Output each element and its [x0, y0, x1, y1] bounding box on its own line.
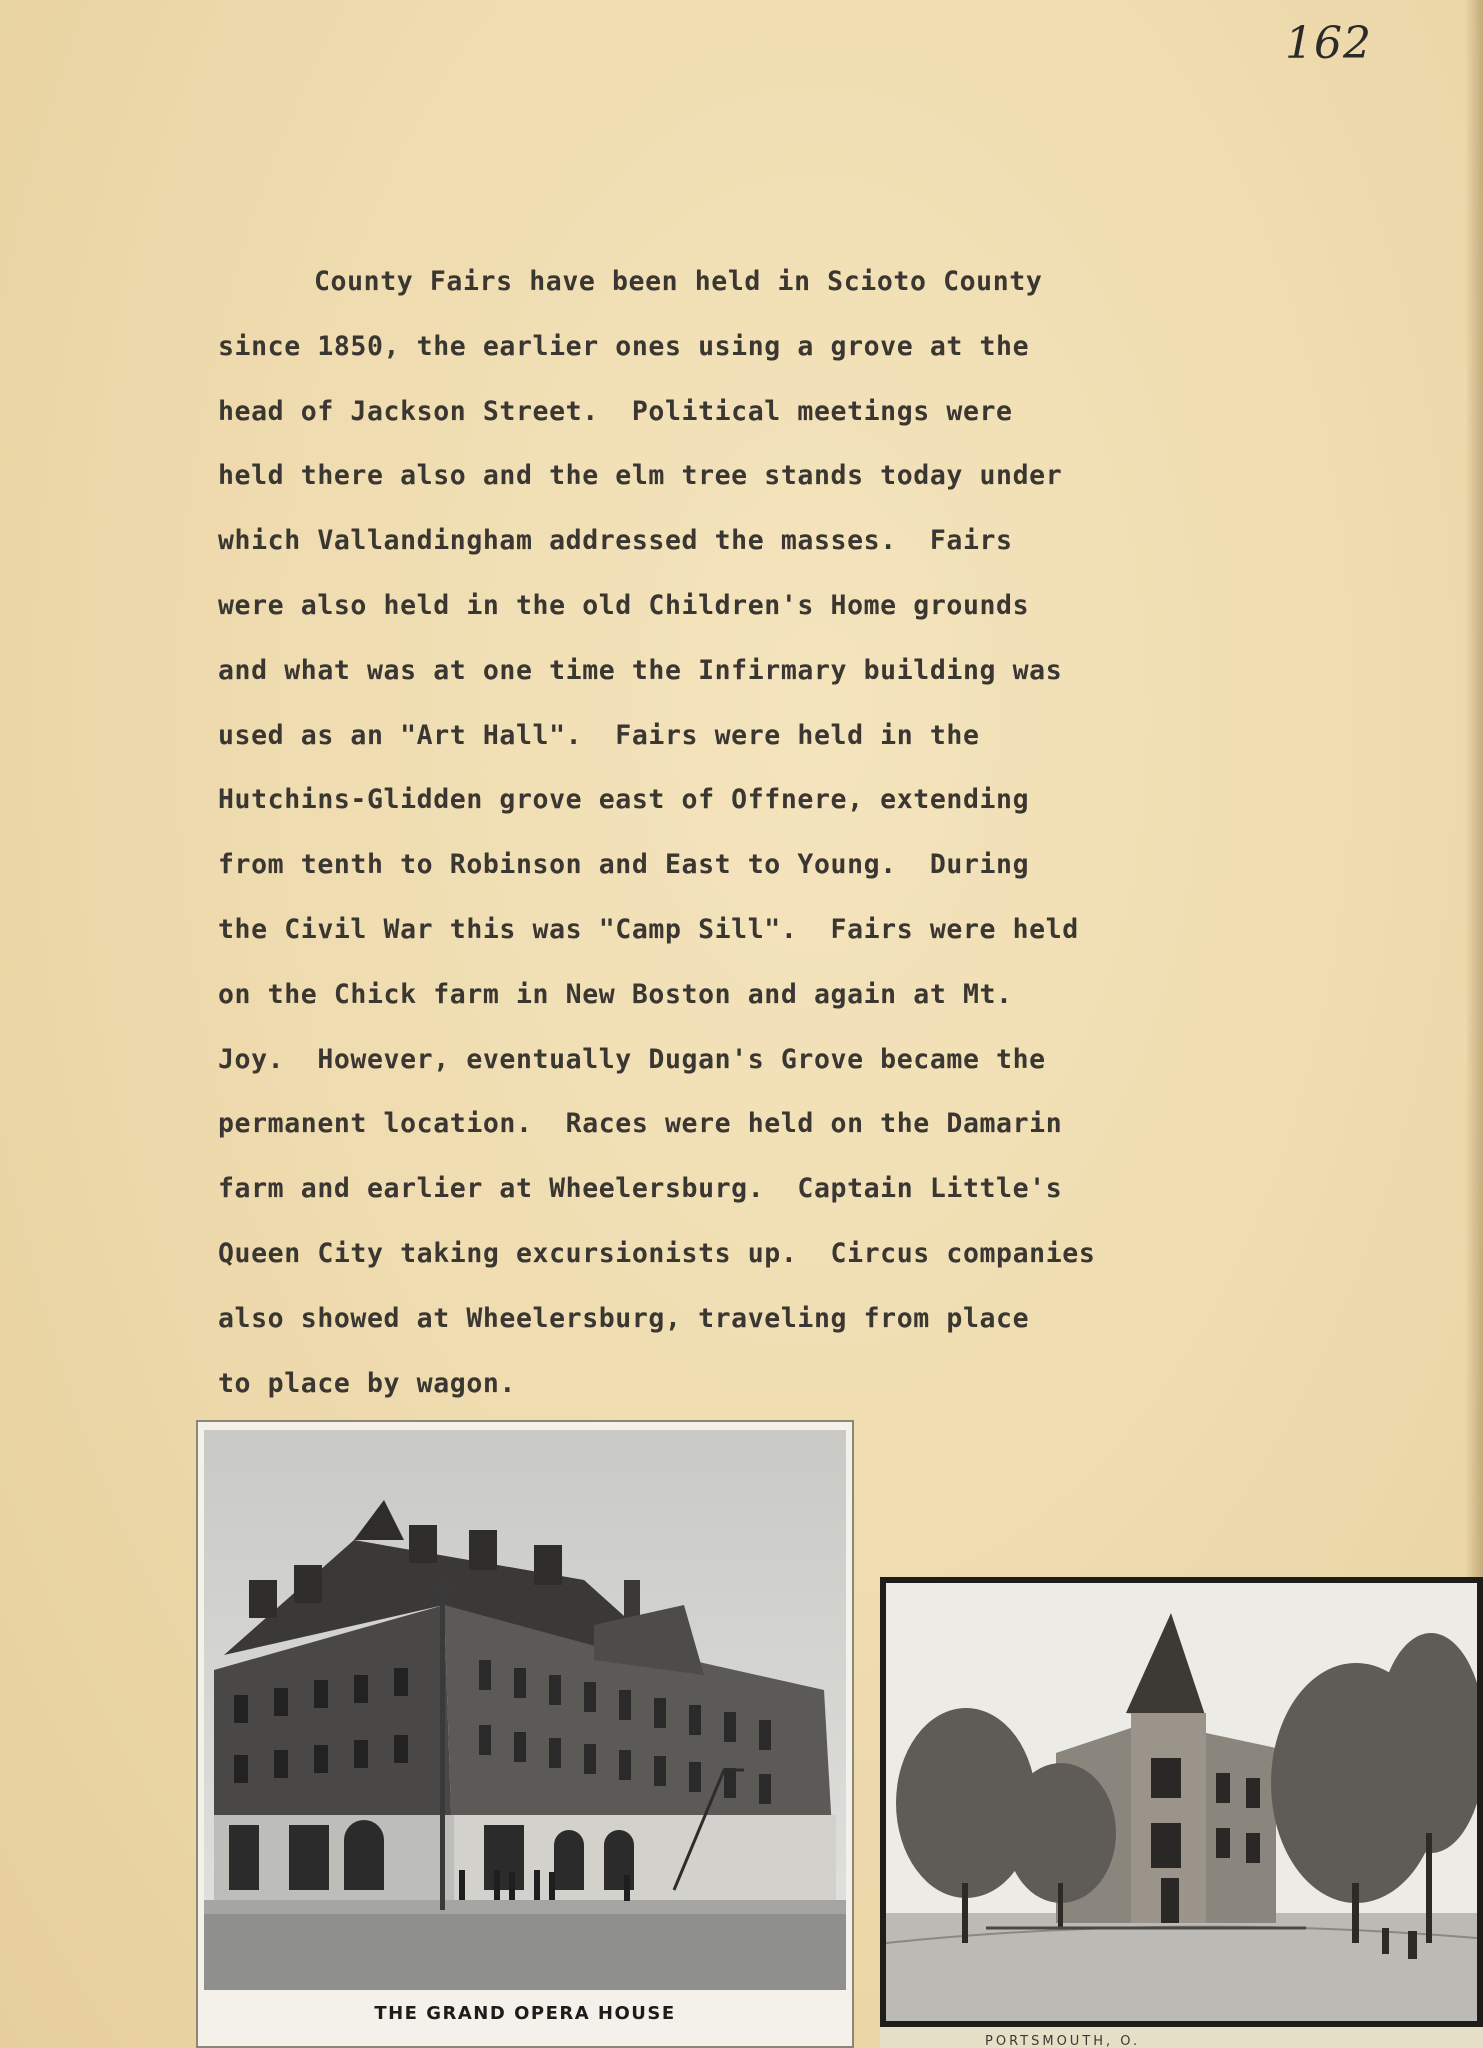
typed-paragraph: [218, 258, 1238, 1424]
typed-line: Joy. However, eventually Dugan's Grove became the: [218, 1043, 1046, 1075]
residence-illustration: [886, 1583, 1477, 2021]
typed-line: to place by wagon.: [218, 1367, 516, 1399]
typed-line: head of Jackson Street. Political meetings were: [218, 395, 1013, 427]
typed-line: which Vallandingham addressed the masses. Fairs: [218, 525, 1013, 557]
typed-line: from tenth to Robinson and East to Young. During: [218, 849, 1030, 881]
residence-engraving: [880, 1577, 1483, 2027]
typed-line: and what was at one time the Infirmary building was: [218, 654, 1063, 686]
typed-line: farm and earlier at Wheelersburg. Captain Little's: [218, 1173, 1063, 1205]
typed-line: also showed at Wheelersburg, traveling from place: [218, 1302, 1030, 1334]
typed-line: held there also and the elm tree stands today under: [218, 460, 1063, 492]
typed-line: since 1850, the earlier ones using a grove at the: [218, 330, 1030, 362]
opera-house-photo: [196, 1420, 854, 2048]
typed-line: used as an "Art Hall". Fairs were held in the: [218, 719, 980, 751]
page-number: 162: [1285, 18, 1372, 69]
typed-line: permanent location. Races were held on the Damarin: [218, 1108, 1063, 1140]
typed-line: Hutchins-Glidden grove east of Offnere, extending: [218, 784, 1030, 816]
typed-line: on the Chick farm in New Boston and again at Mt.: [218, 978, 1013, 1010]
residence-caption: PORTSMOUTH, O.: [985, 2034, 1141, 2048]
opera-house-caption: THE GRAND OPERA HOUSE: [374, 2003, 676, 2024]
opera-house-illustration: [204, 1430, 846, 1990]
typed-line: the Civil War this was "Camp Sill". Fairs were held: [218, 913, 1079, 945]
typed-line: Queen City taking excursionists up. Circus companies: [218, 1237, 1096, 1269]
typed-line: were also held in the old Children's Home grounds: [218, 589, 1030, 621]
typed-line: County Fairs have been held in Scioto County: [314, 266, 1043, 297]
